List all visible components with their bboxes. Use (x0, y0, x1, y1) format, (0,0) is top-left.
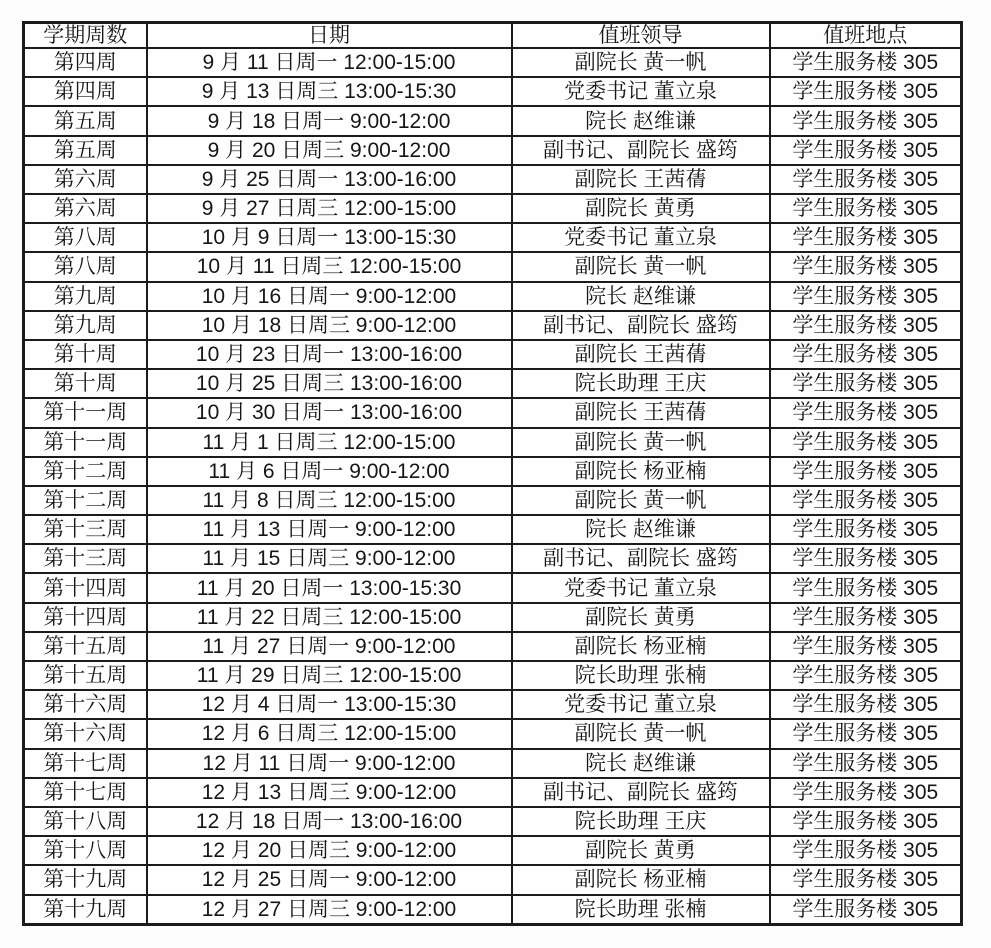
cell-leader: 副院长 黄一帆 (512, 486, 770, 515)
table-row (24, 807, 962, 836)
cell-date: 9 月 11 日周一 12:00-15:00 (147, 48, 512, 77)
cell-week: 第十三周 (24, 515, 147, 544)
table-row (24, 311, 962, 340)
table-row (24, 398, 962, 427)
cell-date: 11 月 22 日周三 12:00-15:00 (147, 603, 512, 632)
table-row (24, 340, 962, 369)
cell-leader: 副院长 黄勇 (512, 836, 770, 865)
cell-leader: 党委书记 董立泉 (512, 77, 770, 106)
cell-leader: 院长 赵维谦 (512, 749, 770, 778)
header-location: 值班地点 (770, 23, 962, 49)
cell-leader: 副院长 黄勇 (512, 194, 770, 223)
cell-location: 学生服务楼 305 (770, 690, 962, 719)
cell-leader: 副院长 黄勇 (512, 603, 770, 632)
table-row (24, 836, 962, 865)
cell-location: 学生服务楼 305 (770, 895, 962, 925)
cell-leader: 院长助理 王庆 (512, 369, 770, 398)
cell-date: 12 月 13 日周三 9:00-12:00 (147, 778, 512, 807)
header-week: 学期周数 (24, 23, 147, 49)
cell-week: 第十四周 (24, 573, 147, 602)
cell-leader: 副院长 黄一帆 (512, 48, 770, 77)
cell-week: 第四周 (24, 77, 147, 106)
cell-location: 学生服务楼 305 (770, 282, 962, 311)
cell-date: 10 月 25 日周三 13:00-16:00 (147, 369, 512, 398)
cell-leader: 党委书记 董立泉 (512, 573, 770, 602)
cell-location: 学生服务楼 305 (770, 603, 962, 632)
cell-week: 第十六周 (24, 719, 147, 748)
cell-location: 学生服务楼 305 (770, 428, 962, 457)
cell-location: 学生服务楼 305 (770, 223, 962, 252)
table-row (24, 136, 962, 165)
cell-leader: 副书记、副院长 盛筠 (512, 311, 770, 340)
cell-date: 11 月 1 日周三 12:00-15:00 (147, 428, 512, 457)
cell-week: 第十八周 (24, 807, 147, 836)
cell-date: 10 月 23 日周一 13:00-16:00 (147, 340, 512, 369)
cell-week: 第四周 (24, 48, 147, 77)
table-row (24, 603, 962, 632)
cell-date: 9 月 25 日周一 13:00-16:00 (147, 165, 512, 194)
cell-date: 10 月 16 日周一 9:00-12:00 (147, 282, 512, 311)
cell-date: 12 月 11 日周一 9:00-12:00 (147, 749, 512, 778)
cell-date: 12 月 18 日周一 13:00-16:00 (147, 807, 512, 836)
cell-leader: 院长 赵维谦 (512, 106, 770, 135)
cell-date: 11 月 20 日周一 13:00-15:30 (147, 573, 512, 602)
cell-location: 学生服务楼 305 (770, 632, 962, 661)
duty-schedule-table (22, 21, 963, 926)
cell-week: 第十九周 (24, 895, 147, 925)
table-row (24, 573, 962, 602)
cell-week: 第十四周 (24, 603, 147, 632)
table-body (24, 48, 962, 924)
cell-date: 11 月 8 日周三 12:00-15:00 (147, 486, 512, 515)
table-row (24, 749, 962, 778)
table-row (24, 515, 962, 544)
table-row (24, 690, 962, 719)
header-row (24, 23, 962, 49)
cell-week: 第十七周 (24, 749, 147, 778)
cell-leader: 副院长 黄一帆 (512, 252, 770, 281)
table-row (24, 106, 962, 135)
cell-date: 12 月 27 日周三 9:00-12:00 (147, 895, 512, 925)
cell-date: 9 月 13 日周三 13:00-15:30 (147, 77, 512, 106)
table-row (24, 48, 962, 77)
cell-leader: 党委书记 董立泉 (512, 690, 770, 719)
cell-date: 12 月 4 日周一 13:00-15:30 (147, 690, 512, 719)
cell-week: 第十三周 (24, 544, 147, 573)
cell-location: 学生服务楼 305 (770, 573, 962, 602)
cell-week: 第十二周 (24, 457, 147, 486)
cell-location: 学生服务楼 305 (770, 194, 962, 223)
cell-week: 第六周 (24, 165, 147, 194)
cell-location: 学生服务楼 305 (770, 165, 962, 194)
cell-location: 学生服务楼 305 (770, 778, 962, 807)
cell-leader: 副院长 王茜蒨 (512, 340, 770, 369)
cell-week: 第八周 (24, 223, 147, 252)
cell-location: 学生服务楼 305 (770, 486, 962, 515)
cell-leader: 副书记、副院长 盛筠 (512, 544, 770, 573)
cell-location: 学生服务楼 305 (770, 807, 962, 836)
cell-date: 12 月 20 日周三 9:00-12:00 (147, 836, 512, 865)
cell-leader: 副院长 杨亚楠 (512, 865, 770, 894)
cell-location: 学生服务楼 305 (770, 311, 962, 340)
cell-week: 第十周 (24, 340, 147, 369)
cell-location: 学生服务楼 305 (770, 77, 962, 106)
cell-week: 第六周 (24, 194, 147, 223)
header-leader: 值班领导 (512, 23, 770, 49)
table-row (24, 661, 962, 690)
table-row (24, 544, 962, 573)
table-row (24, 223, 962, 252)
cell-date: 10 月 30 日周一 13:00-16:00 (147, 398, 512, 427)
cell-location: 学生服务楼 305 (770, 48, 962, 77)
cell-date: 11 月 29 日周三 12:00-15:00 (147, 661, 512, 690)
cell-leader: 院长助理 张楠 (512, 661, 770, 690)
cell-week: 第十五周 (24, 632, 147, 661)
table-row (24, 895, 962, 925)
table-row (24, 778, 962, 807)
cell-date: 11 月 27 日周一 9:00-12:00 (147, 632, 512, 661)
cell-date: 12 月 25 日周一 9:00-12:00 (147, 865, 512, 894)
table-row (24, 632, 962, 661)
cell-location: 学生服务楼 305 (770, 836, 962, 865)
cell-location: 学生服务楼 305 (770, 136, 962, 165)
table-row (24, 369, 962, 398)
cell-leader: 院长助理 王庆 (512, 807, 770, 836)
cell-date: 10 月 9 日周一 13:00-15:30 (147, 223, 512, 252)
table-row (24, 282, 962, 311)
cell-week: 第五周 (24, 106, 147, 135)
cell-week: 第九周 (24, 282, 147, 311)
cell-week: 第八周 (24, 252, 147, 281)
cell-location: 学生服务楼 305 (770, 340, 962, 369)
cell-week: 第十五周 (24, 661, 147, 690)
cell-week: 第十一周 (24, 428, 147, 457)
cell-location: 学生服务楼 305 (770, 544, 962, 573)
table-row (24, 194, 962, 223)
cell-week: 第十七周 (24, 778, 147, 807)
table-row (24, 77, 962, 106)
cell-week: 第十九周 (24, 865, 147, 894)
cell-week: 第十周 (24, 369, 147, 398)
cell-leader: 副院长 黄一帆 (512, 428, 770, 457)
cell-leader: 副书记、副院长 盛筠 (512, 136, 770, 165)
cell-location: 学生服务楼 305 (770, 252, 962, 281)
cell-date: 12 月 6 日周三 12:00-15:00 (147, 719, 512, 748)
table-row (24, 719, 962, 748)
cell-week: 第十八周 (24, 836, 147, 865)
cell-location: 学生服务楼 305 (770, 369, 962, 398)
table-row (24, 165, 962, 194)
cell-date: 11 月 13 日周一 9:00-12:00 (147, 515, 512, 544)
table-row (24, 486, 962, 515)
cell-leader: 院长 赵维谦 (512, 282, 770, 311)
cell-leader: 副院长 杨亚楠 (512, 632, 770, 661)
cell-date: 11 月 6 日周一 9:00-12:00 (147, 457, 512, 486)
cell-week: 第五周 (24, 136, 147, 165)
cell-leader: 副院长 黄一帆 (512, 719, 770, 748)
cell-leader: 院长助理 张楠 (512, 895, 770, 925)
cell-leader: 副院长 王茜蒨 (512, 165, 770, 194)
cell-leader: 副院长 王茜蒨 (512, 398, 770, 427)
cell-leader: 副院长 杨亚楠 (512, 457, 770, 486)
cell-date: 9 月 27 日周三 12:00-15:00 (147, 194, 512, 223)
table-row (24, 428, 962, 457)
cell-location: 学生服务楼 305 (770, 106, 962, 135)
cell-date: 11 月 15 日周三 9:00-12:00 (147, 544, 512, 573)
header-date: 日期 (147, 23, 512, 49)
cell-location: 学生服务楼 305 (770, 865, 962, 894)
cell-leader: 院长 赵维谦 (512, 515, 770, 544)
cell-date: 9 月 20 日周三 9:00-12:00 (147, 136, 512, 165)
table-row (24, 865, 962, 894)
cell-location: 学生服务楼 305 (770, 515, 962, 544)
cell-location: 学生服务楼 305 (770, 457, 962, 486)
cell-location: 学生服务楼 305 (770, 398, 962, 427)
cell-date: 9 月 18 日周一 9:00-12:00 (147, 106, 512, 135)
cell-week: 第九周 (24, 311, 147, 340)
cell-week: 第十六周 (24, 690, 147, 719)
cell-leader: 副书记、副院长 盛筠 (512, 778, 770, 807)
table-row (24, 457, 962, 486)
cell-date: 10 月 11 日周三 12:00-15:00 (147, 252, 512, 281)
cell-week: 第十二周 (24, 486, 147, 515)
cell-location: 学生服务楼 305 (770, 749, 962, 778)
cell-week: 第十一周 (24, 398, 147, 427)
cell-location: 学生服务楼 305 (770, 719, 962, 748)
cell-location: 学生服务楼 305 (770, 661, 962, 690)
table-row (24, 252, 962, 281)
cell-date: 10 月 18 日周三 9:00-12:00 (147, 311, 512, 340)
cell-leader: 党委书记 董立泉 (512, 223, 770, 252)
